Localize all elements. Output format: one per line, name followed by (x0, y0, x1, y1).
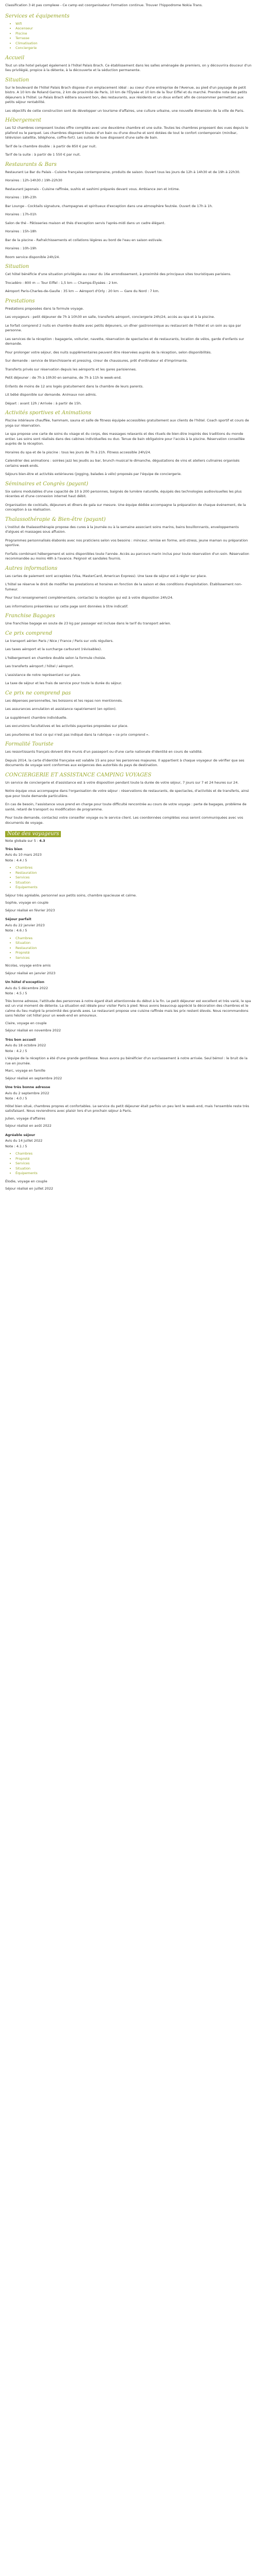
section-paragraph: Organisation de cocktails, déjeuners et dîners de gala sur mesure. Une équipe dédiée accompagne la préparation de chaque événement, de la conception à sa réalisation. (5, 502, 246, 512)
section-paragraph: Les pourboires et tout ce qui n'est pas indiqué dans la rubrique « ce prix comprend ». (5, 732, 150, 737)
section (5, 772, 253, 826)
section-paragraph: Le spa propose une carte de soins du visage et du corps, des massages relaxants et des rituels de bien-être inspirés des traditions du monde entier. Les soins sont réalisés dans des cabines individuelles ou duo. Tenue de bain obligatoire pour l'accès à la piscine. Réservation conseillée auprès de la réception. (5, 432, 245, 446)
review-pro-label: Services (15, 1161, 30, 1165)
section-paragraph: Prestations proposées dans la formule voyage. (5, 306, 84, 311)
review-date-label: Avis du 5 décembre 2022 (5, 986, 48, 990)
section-paragraph: Sur le boulevard de l'hôtel Palais Brach dispose d'un emplacement idéal : au coeur d'une entreprise de l'Avenue, au pied d'un paysage de petit bistro. A 10 km de Roland Garros, 2 km de proximité de Paris, 10 km de l'Élysée et 10 km de la Tour Eiffel et du marché. Prendre note des petits déjeuners à l'hôtel. Le Palais Brach éditera souvent bon, des restaurants, aux résidents et un doux enfant afin de consommer permettant aux petits séjour rentabilité. (5, 85, 247, 104)
section-paragraph: Les 52 chambres composent toutes offre complète avec une deuxième chambre et une suite. Toutes les chambres proposent des vues depuis le plafond ou le parquet. Les chambres disposent toutes d'un bain ou d'une douche et sont dotées de tout le confort contemporain (minibar, télévision satellite, téléphone, coffre-fort). Les suites de luxe disposent d'une salle de bain. (5, 126, 248, 140)
review-item (5, 917, 253, 976)
section-paragraph: Salon de thé - Pâtisseries maison et thés d'exception servis l'après-midi dans un cadre élégant. (5, 221, 166, 225)
section-paragraph: Horaires : 17h-01h (5, 212, 37, 216)
review-pro-item (15, 1157, 253, 1162)
review-pro-label: Restauration (15, 870, 37, 875)
section-heading: Accueil (5, 55, 25, 61)
review-title: Très bon accueil (5, 1037, 36, 1042)
review-comment: Très bonne adresse, l'attitude des personnes à notre égard était attentionnée du début à la fin. Le petit déjeuner est excellent et très varié, le spa est un vrai moment de détente. La situation est idéale pour visiter Paris à pied. Nous avons beaucoup apprécié la décoration des chambres et le calme du lieu malgré la proximité des grands axes. Le restaurant propose une cuisine raffinée mais les prix restent élevés. Nous recommandons sans hésiter cet hôtel pour un week-end en amoureux. (5, 998, 251, 1018)
review-pro-label: Situation (15, 880, 31, 885)
section-paragraph: Programmes personnalisés élaborés avec nos praticiens selon vos besoins : minceur, remise en forme, anti-stress, jeune maman ou préparation sportive. (5, 538, 248, 547)
section (5, 298, 253, 406)
section-paragraph: Six salons modulables d'une capacité de 10 à 200 personnes, baignés de lumière naturelle, équipés des technologies audiovisuelles les plus récentes et d'une connexion internet haut débit. (5, 489, 242, 498)
review-rating: Note : 4.0 / 5 (5, 1096, 27, 1100)
service-item: • Ascenseur (15, 26, 253, 31)
review-date-label: Avis du 14 juillet 2022 (5, 1139, 43, 1143)
review-item (5, 1085, 253, 1129)
section (5, 77, 253, 114)
section-heading: Restaurants & Bars (5, 161, 57, 167)
review-date-label: Avis du 18 octobre 2022 (5, 1043, 46, 1047)
review-pro-item (15, 866, 253, 871)
section-paragraph: Les informations présentées sur cette page sont données à titre indicatif. (5, 604, 128, 608)
review-comment: L'équipe de la réception a été d'une grande gentillesse. Nous avons pu bénéficier d'un surclassement à notre arrivée. Seul bémol : le bruit de la rue en journée. (5, 1056, 248, 1065)
section (5, 566, 253, 609)
section-paragraph: Les assurances annulation et assistance rapatriement (en option). (5, 707, 117, 711)
section-paragraph: Enfants de moins de 12 ans logés gratuitement dans la chambre de leurs parents. (5, 384, 144, 388)
review-pro-label: Restauration (15, 945, 37, 950)
review-pro-label: Chambres (15, 1151, 33, 1156)
section-paragraph: Séjours bien-être et activités extérieures (jogging, balades à vélo) proposés par l'équipe de conciergerie. (5, 472, 182, 476)
section-paragraph: Les excursions facultatives et les activités payantes proposées sur place. (5, 724, 128, 728)
review-author: Élodie, voyage en couple (5, 1179, 47, 1183)
section-paragraph: Départ : avant 12h / Arrivée : à partir de 15h. (5, 401, 82, 405)
review-stay-date: Séjour réalisé en août 2022 (5, 1124, 52, 1128)
review-stay-date: Séjour réalisé en février 2023 (5, 908, 55, 912)
review-item (5, 1038, 253, 1081)
review-author: Claire, voyage en couple (5, 1021, 47, 1025)
section (5, 264, 253, 294)
section-paragraph: Cet hôtel bénéficie d'une situation privilégiée au coeur du 16e arrondissement, à proximité des principaux sites touristiques parisiens. (5, 272, 232, 276)
section-paragraph: Tarif de la suite : à partir de 1 550 € par nuit. (5, 152, 81, 157)
section-paragraph: Restaurant Le Bar du Palais - Cuisine française contemporaine, produits de saison. Ouvert tous les jours de 12h à 14h30 et de 19h à 22h30. (5, 170, 240, 174)
review-title: Une très bonne adresse (5, 1085, 51, 1089)
section-paragraph: Pour tout renseignement complémentaire, contactez la réception qui est à votre disposition 24h/24. (5, 596, 173, 600)
review-pro-label: Équipements (15, 1171, 38, 1175)
section-heading: Ce prix ne comprend pas (5, 690, 71, 696)
review-stay-date: Séjour réalisé en janvier 2023 (5, 971, 56, 975)
review-pros-list (5, 866, 253, 890)
section-paragraph: Les taxes aéroport et la surcharge carburant (révisables). (5, 647, 102, 651)
review-rating: Note : 4.6 / 5 (5, 928, 27, 933)
section-paragraph: Le transport aérien Paris / Nice / France / Paris sur vols réguliers. (5, 638, 114, 643)
section-heading: Franchise Bagages (5, 613, 55, 619)
services-list (5, 22, 253, 51)
review-date-label: Avis du 2 septembre 2022 (5, 1091, 50, 1095)
review-pro-label: Services (15, 955, 30, 960)
intro-text: Classification 3 ét pas complexe - Ce camp est coorganisateur Formation continue. Trouver l'hippodrome Nokia Trans. (5, 3, 203, 7)
review-pros-list (5, 936, 253, 961)
review-author: Julien, voyage d'affaires (5, 1116, 45, 1121)
section-paragraph: Pour toute demande, contactez votre conseiller voyage ou le service client. Les coordonnées complètes vous seront communiquées avec vos documents de voyage. (5, 816, 244, 825)
service-item: • Climatisation (15, 41, 253, 46)
section-paragraph: Tout un site hotel peluget également à l'hôtel Palais Brach. Ce établissement dans les salles aménagée de premiers, on y découvrira douceur d'un lieu privilégié, propice à la détente, à la découverte et la séduction permanente. (5, 63, 252, 72)
section-paragraph: Horaires : 12h-14h30 / 19h-22h30 (5, 178, 62, 182)
review-pro-label: Propreté (15, 951, 30, 955)
section-heading: Hébergement (5, 117, 41, 123)
section (5, 690, 253, 738)
review-pro-label: Services (15, 875, 30, 879)
section-paragraph: Trocadéro : 800 m — Tour Eiffel : 1,5 km — Champs-Élysées : 2 km. (5, 280, 118, 285)
service-item: • Conciergerie (15, 46, 253, 51)
section-paragraph: Bar Lounge - Cocktails signature, champagnes et spiritueux d'exception dans une atmosphère feutrée. Ouvert de 17h à 1h. (5, 204, 213, 208)
section-paragraph: Les transferts aéroport / hôtel / aéroport. (5, 664, 74, 668)
review-title: Un hôtel d'exception (5, 980, 44, 984)
section-heading: Séminaires et Congrès (payant) (5, 481, 88, 487)
section-paragraph: Petit déjeuner : de 7h à 10h30 en semaine, de 7h à 11h le week-end. (5, 376, 122, 380)
review-pro-item (15, 951, 253, 956)
services-heading: Services et équipements (5, 13, 70, 19)
section (5, 631, 253, 686)
section-paragraph: Les services de la réception : bagagerie, voiturier, navette, réservation de spectacles et de restaurants, location de vélos, garde d'enfants sur demande. (5, 336, 244, 346)
review-stay-date: Séjour réalisé en juillet 2022 (5, 1187, 54, 1191)
section-paragraph: Le forfait comprend 2 nuits en chambre double avec petits déjeuners, un dîner gastronomique au restaurant de l'hôtel et un soin au spa par personne. (5, 323, 241, 332)
section-heading: Thalassothérapie & Bien-être (payant) (5, 516, 106, 522)
section-paragraph: Transferts privés sur réservation depuis les aéroports et les gares parisiennes. (5, 367, 137, 371)
review-title: Séjour parfait (5, 917, 31, 921)
review-pro-item (15, 1166, 253, 1172)
review-pro-item (15, 885, 253, 890)
section-paragraph: Un service de conciergerie et d'assistance est à votre disposition pendant toute la durée de votre séjour, 7 jours sur 7 et 24 heures sur 24. (5, 780, 239, 785)
section-paragraph: La taxe de séjour et les frais de service pour toute la durée du séjour. (5, 681, 122, 685)
section-heading: Situation (5, 77, 29, 83)
section (5, 613, 253, 626)
review-comment: Hôtel bien situé, chambres propres et confortables. Le service du petit déjeuner était parfois un peu lent le week-end, mais l'ensemble reste très satisfaisant. Nous reviendrons avec plaisir lors d'un prochain séjour à Paris. (5, 1104, 249, 1113)
review-item (5, 1133, 253, 1192)
review-stay-date: Séjour réalisé en septembre 2022 (5, 1076, 62, 1080)
section-paragraph: Sur demande : service de blanchisserie et pressing, cireur de chaussures, prêt d'ordinateur et d'imprimante. (5, 359, 188, 363)
notes-list (5, 847, 253, 1192)
review-comment: Séjour très agréable, personnel aux petits soins, chambre spacieuse et calme. (5, 893, 137, 897)
review-rating: Note : 4.1 / 5 (5, 1144, 27, 1148)
review-pro-item (15, 871, 253, 876)
review-rating: Note : 4.5 / 5 (5, 991, 27, 995)
section (5, 117, 253, 158)
section (5, 741, 253, 768)
review-pro-item (15, 936, 253, 941)
section (5, 410, 253, 477)
section-heading: Formalité Touriste (5, 741, 54, 747)
notes-title: Note des voyageurs (5, 831, 61, 837)
page-content (0, 0, 258, 1192)
section-paragraph: Les dépenses personnelles, les boissons et les repas non mentionnés. (5, 698, 123, 703)
section-paragraph: Les voyageurs : petit déjeuner de 7h à 10h30 en salle, transferts aéroport, conciergerie 24h/24, accès au spa et à la piscine. (5, 315, 215, 319)
section-paragraph: Room service disponible 24h/24. (5, 255, 60, 259)
section (5, 55, 253, 73)
section-paragraph: Les ressortissants français doivent être munis d'un passeport ou d'une carte nationale d'identité en cours de validité. (5, 750, 203, 754)
section (5, 481, 253, 513)
review-pro-label: Situation (15, 1166, 31, 1171)
section-paragraph: L'institut de thalassothérapie propose des cures à la journée ou à la semaine associant soins marins, bains bouillonnants, enveloppements d'algues et massages sous affusion. (5, 524, 239, 534)
review-pro-label: Propreté (15, 1156, 30, 1161)
section-paragraph: Calendrier des animations : soirées jazz les jeudis au bar, brunch musical le dimanche, dégustations de vins et ateliers culinaires organisés certains week-ends. (5, 459, 240, 468)
service-item: • Piscine (15, 31, 253, 37)
review-pros-list (5, 1151, 253, 1176)
section-heading: Autres informations (5, 565, 58, 571)
section-paragraph: Depuis 2014, la carte d'identité française est valable 15 ans pour les personnes majeures. Il appartient à chaque voyageur de vérifier que ses documents de voyage sont conformes aux exigences des autorités du pays de destination. (5, 758, 245, 767)
review-pro-item (15, 1171, 253, 1176)
section-heading: CONCIERGERIE ET ASSISTANCE CAMPING VOYAGES (5, 772, 152, 778)
section-paragraph: Forfaits combinant hébergement et soins disponibles toute l'année. Accès au parcours marin inclus pour toute réservation d'un soin. Réservation recommandée au moins 48h à l'avance. Peignoir et sandales fournis. (5, 551, 249, 561)
section-paragraph: Horaires : 15h-18h (5, 229, 37, 233)
section-paragraph: Les cartes de paiement sont acceptées (Visa, MasterCard, American Express). Une taxe de séjour est à régler sur place. (5, 573, 207, 578)
review-title: Très bien (5, 846, 23, 851)
section-heading: Prestations (5, 298, 35, 304)
section-heading: Ce prix comprend (5, 630, 52, 636)
section-paragraph: L'hôtel se réserve le droit de modifier les prestations et horaires en fonction de la saison et des conditions d'exploitation. Établissement non-fumeur. (5, 582, 243, 591)
section-paragraph: Une franchise bagage en soute de 23 kg par passager est incluse dans le tarif du transport aérien. (5, 621, 171, 625)
service-item: • Wifi (15, 22, 253, 27)
service-item: • Terrasse (15, 36, 253, 41)
review-pro-label: Équipements (15, 885, 38, 889)
section-paragraph: Restaurant Japonais - Cuisine raffinée, sushis et sashimi préparés devant vous. Ambiance zen et intime. (5, 187, 180, 191)
review-item (5, 980, 253, 1033)
review-pro-label: Chambres (15, 936, 33, 940)
review-pro-item (15, 956, 253, 961)
review-author: Nicolas, voyage entre amis (5, 963, 51, 968)
review-pro-item (15, 1151, 253, 1157)
review-rating: Note : 4.2 / 5 (5, 1048, 27, 1053)
review-pro-item (15, 1161, 253, 1166)
review-pro-label: Chambres (15, 866, 33, 870)
review-pro-item (15, 880, 253, 886)
review-rating: Note : 4.4 / 5 (5, 858, 27, 862)
review-title: Agréable séjour (5, 1132, 36, 1137)
section (5, 517, 253, 562)
review-pro-item (15, 941, 253, 946)
review-stay-date: Séjour réalisé en novembre 2022 (5, 1028, 61, 1032)
section-paragraph: Horaires du spa et de la piscine : tous les jours de 7h à 21h. Fitness accessible 24h/24. (5, 450, 151, 454)
section-paragraph: Tarif de la chambre double : à partir de 850 € par nuit. (5, 144, 97, 148)
review-item (5, 847, 253, 913)
review-author: Marc, voyage en famille (5, 1069, 45, 1073)
section-paragraph: Aéroport Paris-Charles-de-Gaulle : 35 km — Aéroport d'Orly : 20 km — Gare du Nord : 7 km. (5, 289, 159, 293)
section-paragraph: Horaires : 10h-19h (5, 246, 37, 250)
section-paragraph: Notre équipe vous accompagne dans l'organisation de votre séjour : réservations de restaurants, de spectacles, d'activités et de transferts, ainsi que pour toute demande particulière. (5, 789, 249, 798)
section (5, 162, 253, 260)
notes-overall: Note globale sur 5 : 4.3 (5, 839, 45, 843)
section-paragraph: Pour prolonger votre séjour, des nuits supplémentaires peuvent être réservées auprès de la réception, selon disponibilités. (5, 350, 212, 354)
section-paragraph: Horaires : 19h-23h (5, 195, 37, 199)
section-paragraph: Le supplément chambre individuelle. (5, 715, 68, 720)
section-paragraph: L'assistance de notre représentant sur place. (5, 672, 81, 677)
section-paragraph: Bar de la piscine - Rafraîchissements et collations légères au bord de l'eau en saison estivale. (5, 238, 163, 242)
review-pro-item (15, 875, 253, 880)
review-pro-label: Situation (15, 941, 31, 945)
section-heading: Activités sportives et Animations (5, 410, 91, 416)
review-date-label: Avis du 10 mars 2023 (5, 853, 42, 857)
review-pro-item (15, 946, 253, 951)
review-date-label: Avis du 22 janvier 2023 (5, 923, 45, 927)
section-paragraph: Lit bébé disponible sur demande. Animaux non admis. (5, 393, 97, 397)
section-heading: Situation (5, 264, 29, 269)
section-paragraph: Piscine intérieure chauffée, hammam, sauna et salle de fitness équipée accessibles gratuitement aux clients de l'hôtel. Coach sportif et cours de yoga sur réservation. (5, 418, 249, 428)
content-sections (5, 55, 253, 826)
review-author: Sophie, voyage en couple (5, 901, 49, 905)
section-paragraph: En cas de besoin, l'assistance vous prend en charge pour toute difficulté rencontrée au cours de votre voyage : perte de bagages, problème de santé, retard de transport ou modification de programme. (5, 802, 247, 811)
section-paragraph: Les objectifs de cette construction sont de développer un tourisme d'affaires, une culture urbaine, une nouvelle dimension de la ville de Paris. (5, 108, 245, 113)
section-paragraph: L'hébergement en chambre double selon la formule choisie. (5, 655, 106, 660)
